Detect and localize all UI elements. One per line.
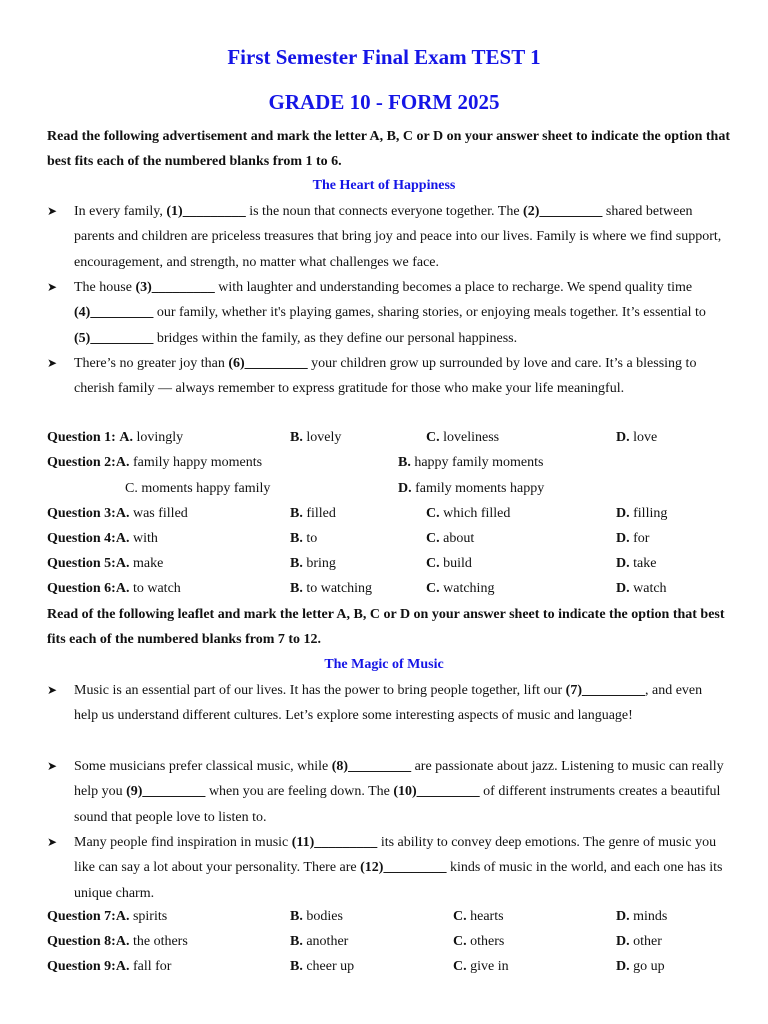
question-5-option-b[interactable]: B. bring [290, 556, 336, 571]
question-3-option-b[interactable]: B. filled [290, 506, 336, 521]
passage1-paragraph-1: ➤ In every family, (1)_________ is the noun that connects everyone together. The (2)_________ shared between parents and children are priceless treasures that bring joy and peace into our lives. Family is where we find support, encouragement, and strength, no matter what challenges we face. [47, 199, 727, 275]
page-title: First Semester Final Exam TEST 1 [227, 45, 541, 69]
passage2-paragraph-2: ➤ Some musicians prefer classical music, while (8)_________ are passionate about jazz. Listening to music can really help you (9)_________ when you are feeling down. The (10)_________ of different instruments creates a beautiful sound that people love to listen to. [47, 754, 727, 830]
passage2-paragraph-3: ➤ Many people find inspiration in music (11)_________ its ability to convey deep emotions. The genre of music you like can say a lot about your personality. There are (12)_________ kinds of music in the world, and each one has its unique charm. [47, 830, 727, 906]
question-8-option-d[interactable]: D. other [616, 934, 662, 949]
question-6-option-b[interactable]: B. to watching [290, 581, 373, 596]
question-9-option-d[interactable]: D. go up [616, 959, 665, 974]
question-1-option-d[interactable]: D. love [616, 430, 658, 445]
passage1-paragraph-3: ➤ There’s no greater joy than (6)_________ your children grow up surrounded by love and care. It’s a blessing to cherish family — always remember to express gratitude for those who make your life meaningful. [47, 351, 727, 402]
question-2-label: Question 2:A. family happy moments [47, 455, 263, 470]
arrow-bullet-icon: ➤ [47, 356, 58, 370]
arrow-bullet-icon: ➤ [47, 683, 58, 697]
question-5-option-d[interactable]: D. take [616, 556, 657, 571]
question-8-option-c[interactable]: C. others [453, 934, 505, 949]
question-6-option-d[interactable]: D. watch [616, 581, 667, 596]
question-2-option-b[interactable]: B. happy family moments [398, 455, 544, 470]
question-4-option-b[interactable]: B. to [290, 531, 318, 546]
section2-instruction: Read of the following leaflet and mark the letter A, B, C or D on your answer sheet to indicate the option that best fits each of the numbered blanks from 7 to 12. [47, 607, 725, 647]
arrow-bullet-icon: ➤ [47, 204, 58, 218]
question-9-label: Question 9:A. fall for [47, 959, 172, 974]
question-7-option-c[interactable]: C. hearts [453, 909, 504, 924]
page-subtitle: GRADE 10 - FORM 2025 [268, 90, 500, 114]
question-5-option-c[interactable]: C. build [426, 556, 472, 571]
question-2-option-c[interactable]: C. moments happy family [125, 481, 271, 496]
arrow-bullet-icon: ➤ [47, 280, 58, 294]
question-4-option-d[interactable]: D. for [616, 531, 650, 546]
question-6-option-c[interactable]: C. watching [426, 581, 495, 596]
question-1-option-c[interactable]: C. loveliness [426, 430, 500, 445]
question-3-option-c[interactable]: C. which filled [426, 506, 511, 521]
section1-heading: The Heart of Happiness [312, 178, 456, 193]
question-4-option-c[interactable]: C. about [426, 531, 475, 546]
passage2-paragraph-1: ➤ Music is an essential part of our lives. It has the power to bring people together, lift our (7)_________, and even help us understand different cultures. Let’s explore some interesting aspects of music and language! [47, 678, 727, 729]
question-3-label: Question 3:A. was filled [47, 506, 188, 521]
question-8-label: Question 8:A. the others [47, 934, 188, 949]
question-3-option-d[interactable]: D. filling [616, 506, 668, 521]
question-8-option-b[interactable]: B. another [290, 934, 349, 949]
question-1-label: Question 1: A. lovingly [47, 430, 184, 445]
arrow-bullet-icon: ➤ [47, 835, 58, 849]
question-5-label: Question 5:A. make [47, 556, 164, 571]
section2-heading: The Magic of Music [324, 657, 444, 672]
question-7-option-b[interactable]: B. bodies [290, 909, 343, 924]
arrow-bullet-icon: ➤ [47, 759, 58, 773]
question-9-option-b[interactable]: B. cheer up [290, 959, 355, 974]
question-1-option-b[interactable]: B. lovely [290, 430, 342, 445]
question-6-label: Question 6:A. to watch [47, 581, 181, 596]
question-4-label: Question 4:A. with [47, 531, 158, 546]
question-7-option-d[interactable]: D. minds [616, 909, 668, 924]
question-9-option-c[interactable]: C. give in [453, 959, 509, 974]
question-7-label: Question 7:A. spirits [47, 909, 168, 924]
section1-instruction: Read the following advertisement and mark the letter A, B, C or D on your answer sheet to indicate the option that best fits each of the numbered blanks from 1 to 6. [47, 129, 730, 169]
passage1-paragraph-2: ➤ The house (3)_________ with laughter and understanding becomes a place to recharge. We spend quality time (4)_________ our family, whether it's playing games, sharing stories, or enjoying meals together. It’s essential to (5)_________ bridges within the family, as they define our personal happiness. [47, 275, 727, 351]
question-2-option-d[interactable]: D. family moments happy [398, 481, 545, 496]
